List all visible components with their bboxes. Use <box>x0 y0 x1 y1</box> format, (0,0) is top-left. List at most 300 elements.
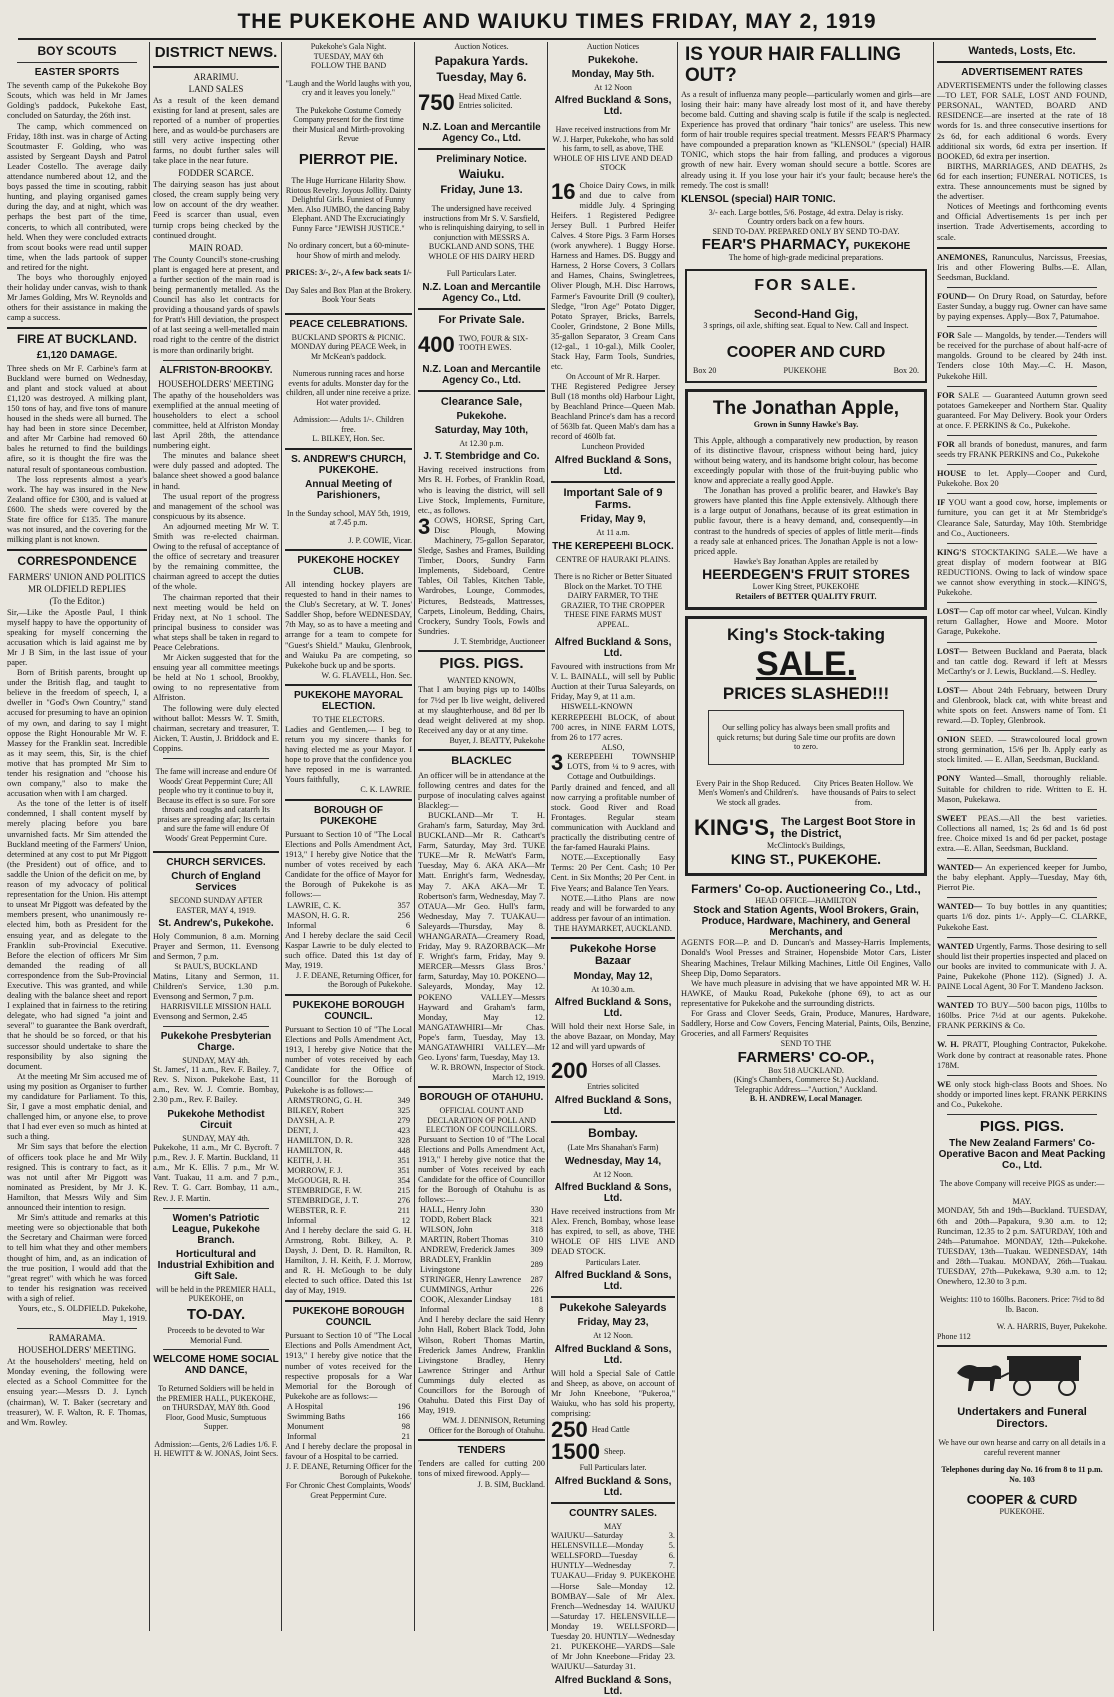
letter-paragraph: At the meeting Mr Sim accused me of using my position as Organiser to further my candidature for Parliament. To this, Sir, I gave a most emphatic denial, and challenged him, or anyone else, to prove that I had ever even so much as hinted at such a thing. <box>7 1071 147 1142</box>
tenders-heading: TENDERS <box>457 1445 506 1457</box>
vote-row <box>285 1096 412 1106</box>
harrisville-heading: HARRISVILLE MISSION HALL <box>160 1002 272 1012</box>
pierrot-details: No ordinary concert, but a 60-minute-hour Show of mirth and melody. <box>287 241 410 260</box>
buckland-heading: Alfred Buckland & Sons, Ltd. <box>554 1343 672 1366</box>
waiuku-heading: Waiuku. <box>458 166 505 181</box>
candidate-name: STEMBRIDGE, J. T. <box>287 1195 359 1205</box>
classified-ad <box>937 735 1107 765</box>
divider <box>947 858 1097 859</box>
vote-count: 357 <box>397 900 410 910</box>
nz-farmers-heading: The New Zealand Farmers' Co-Operative Bacon and Meat Packing Co., Ltd. <box>938 1138 1106 1172</box>
buckland-heading: Alfred Buckland & Sons, Ltd. <box>554 997 672 1020</box>
divider <box>947 386 1097 387</box>
divider <box>418 749 545 751</box>
classified-text: About 24th February, between Drury and Glenbrook, black cat, with white breast and white spots on feet. Answers name of Tom. £1 reward.—D. Topley, Glenbrook. <box>937 685 1107 726</box>
householders-heading: HOUSEHOLDERS' MEETING <box>158 378 274 389</box>
pukekohe-heading: Pukekohe. <box>587 54 639 66</box>
bombay-sub: (Late Mrs Shanahan's Farm) <box>567 1143 659 1153</box>
mayoral-letter: Ladies and Gentlemen,— I beg to return you my sincere thanks for having elected me as your Mayor. I hope to prove that the confidence you have reposed in me is warranted. Yours faithfully, <box>285 724 412 785</box>
vicar-signature: J. P. COWIE, Vicar. <box>348 535 412 545</box>
classified-ad <box>937 440 1107 460</box>
scouts-paragraph: The camp, which commenced on Friday, 18th inst. was in charge of Acting Scoutmaster F. Golding, who was assisted by Sergeant Daysh and Patrol Leader Costello. The average daily attendance numbered about 12, and the boys passed the time in scouting, rabbit hunting, and playing organised games during the day, and at night, which was perhaps the best part of the time, concerts, to which all contributed, were held. When they were concluded extracts from scout books were read until supper time, when the lads partook of supper and retired for the night. <box>7 121 147 272</box>
classified-ad <box>937 498 1107 538</box>
vote-count: 276 <box>397 1195 410 1205</box>
divider <box>551 481 675 483</box>
district-news-heading: DISTRICT NEWS. <box>154 44 278 61</box>
candidate-name: DAYSH, A. P. <box>287 1115 335 1125</box>
saleyards-heading: Pukekohe Saleyards <box>559 1302 667 1314</box>
divider <box>551 1296 675 1298</box>
divider <box>947 809 1097 810</box>
divider <box>947 897 1097 898</box>
service-times: Matins, Litany and Sermon, 11. Children's Service, 1.30 p.m. Evensong and Sermon, 7 p.m. <box>153 971 279 1001</box>
vote-count: 181 <box>530 1295 543 1305</box>
pierrot-prices: PRICES: 3/-, 2/-, A few back seats 1/- <box>285 268 412 277</box>
candidate-name: HALL, Henry John <box>420 1205 486 1215</box>
jonathan-apple-ad <box>685 389 927 610</box>
classified-text: Ranunculus, Narcissus, Freesias, Iris and other Flowering Bulbs.—E. Allan, Seedsman, Buckland. <box>937 252 1107 282</box>
vote-count: 349 <box>397 1095 410 1105</box>
letter-paragraph: Born of British parents, brought up under the British flag, and taught to believe in the freedom of speech, I, a dweller in "God's Own Country," stand accused for presuming to have an opinion of my own, and daring to say I might oppose the Right Honourable Mr W. F. Massey for the Franklin seat. Incredible as it may seem, this, Sir, is the chief motive that has prompted Mr Sim to tender his resignation and "choose his own company," also to make the accusation when with I am charged. <box>7 668 148 799</box>
otahuhu-subheading: OFFICIAL COUNT AND DECLARATION OF POLL AND ELECTION OF COUNCILLORS. <box>425 1106 538 1135</box>
vote-count: 8 <box>538 1305 543 1315</box>
vote-count: 448 <box>397 1145 410 1155</box>
haymarket: THE HAYMARKET, AUCKLAND. <box>554 923 672 933</box>
candidate-name: BRADLEY, Franklin Livingstone <box>420 1255 492 1275</box>
classified-lead: FOR <box>937 331 955 341</box>
nz-loan-heading: N.Z. Loan and Mercantile Agency Co., Ltd. <box>422 121 541 144</box>
pigs-heading: PIGS. PIGS. <box>979 1117 1065 1135</box>
bazaar-number: 200 <box>551 1058 588 1084</box>
today-heading: TO-DAY. <box>186 1305 246 1323</box>
buckland-heading: Alfred Buckland & Sons, Ltd. <box>554 1094 672 1117</box>
classified-text: PRATT, Ploughing Contractor, Pukekohe. Work done by contract at reasonable rates. Phone 178M. <box>937 1040 1108 1070</box>
fears-name: FEAR'S PHARMACY, <box>701 236 850 254</box>
wanteds-heading: Wanteds, Losts, Etc. <box>968 45 1076 57</box>
ramarama-heading: RAMARAMA. <box>48 1333 106 1344</box>
council-declaration: And I hereby declare the said G. H. Armstrong, Robt. Bilkey, A. P. Daysh, J. Dent, D. R. Hamilton, R. Hamilton, J. H. Keith, F. J. Morrow, and R. H. McGough to be duly elected to such office. Dated this 1st day of May, 1919. <box>285 1225 412 1296</box>
divider <box>418 650 545 652</box>
saleyards-details: Will hold a Special Sale of Cattle and Sheep, as above, on account of Mr John Kneebone, "Pukeroa," Waiuku, who has sold his property, comprising: <box>551 1368 675 1418</box>
vote-row <box>285 1422 412 1432</box>
peppermint-footer: For Chronic Chest Complaints, Woods' Great Peppermint Cure. <box>285 1481 412 1500</box>
classified-ad <box>937 391 1107 431</box>
gig-details: 3 springs, oil axle, shifting seat. Equal to New. Call and Inspect. <box>703 320 909 330</box>
kings-name: KING'S, <box>694 815 776 841</box>
vote-row <box>285 911 412 921</box>
telegraphic-address: Telegraphic Address—"Auction," Auckland. <box>734 1084 878 1094</box>
church-england-heading: Church of England Services <box>171 871 261 894</box>
candidate-name: Monument <box>287 1421 324 1431</box>
farmers-agents: AGENTS FOR—P. and D. Duncan's and Massey-Harris Implements, Donald's Wool Presses and Strainer, Hopensbide Motor Cars, Lister Shearing Machines, Trelaur Milking Machines, Little Oil Engines, Vallo Sheep Dip, Domo Separators. <box>681 938 931 978</box>
hearse-icon <box>947 1351 1097 1397</box>
pierrot-details: The Huge Hurricane Hilarity Show. Riotous Revelry. Joyous Jollity. Dainty Delightful Girls. Funniest of Funny Men. Also JUMBO, the dancing Baby Elephant. AND The Excruciatingly Funny Farce "JEWISH JUSTICE." <box>285 176 412 233</box>
ramarama-paragraph: At the householders' meeting, held on Monday evening, the following were elected as a School Committee for the ensuing year:—Messrs D. J. Lynch (chairman), W. T. Baker (secretary and treasurer), W. F. Walton, R. F. Thomas, and Wm. Rowley. <box>7 1357 147 1427</box>
divider <box>285 994 412 996</box>
divider <box>7 549 147 551</box>
vote-count: 423 <box>397 1125 410 1135</box>
cooper-town: PUKEKOHE <box>783 366 827 376</box>
candidate-name: STEMBRIDGE, F. W. <box>287 1185 362 1195</box>
peace-heading: PEACE CELEBRATIONS. <box>289 318 408 330</box>
auction-notices-heading: Auction Notices. <box>454 42 509 51</box>
box-number: Box 20 <box>693 366 717 376</box>
vote-row <box>285 1186 412 1196</box>
classified-lead: WANTED <box>937 941 974 951</box>
kings-left: Every Pair in the Shop Reduced. Men's Women's and Children's. We stock all grades. <box>696 778 801 807</box>
divider <box>947 602 1097 603</box>
vote-count: 256 <box>397 910 410 920</box>
auction-notices-heading: Auction Notices <box>586 42 640 51</box>
vote-count: 309 <box>530 1245 543 1255</box>
classified-lead: HOUSE <box>937 469 967 479</box>
heerdegen-address: Lower King Street, PUKEKOHE <box>752 582 860 592</box>
buckland-heading: Alfred Buckland & Sons, Ltd. <box>554 637 672 660</box>
classified-text: Sale — Mangolds, by tender.—Tenders will be received for the purchase of about half-acre of mangolds. Ground to be cleared by 24th inst. Tenders close 10th May.—C. H. Mason, Pukekohe Hill. <box>937 331 1107 381</box>
classified-lead: IF <box>937 498 946 508</box>
candidate-name: BILKEY, Robert <box>287 1105 344 1115</box>
classified-ad <box>937 1001 1107 1031</box>
vote-count: 351 <box>397 1165 410 1175</box>
fire-paragraph: The loss represents almost a year's work. The hay was insured in the New Zealand office for £300, and is valued at £600. The sheds were covered by the State fire office for £135. The manure was not insured, and the covering for the milking plant is not known. <box>7 474 147 545</box>
exhibition-note: Proceeds to be devoted to War Memorial Fund. <box>167 1326 265 1345</box>
ararimu-heading: ARARIMU. <box>193 71 239 82</box>
divider <box>551 1502 675 1504</box>
classified-ad <box>937 774 1107 804</box>
vote-row <box>418 1305 545 1315</box>
divider <box>947 642 1097 643</box>
council-votes-table <box>285 1096 412 1226</box>
column-3 <box>282 42 415 1631</box>
classified-lead: LOST— <box>937 646 968 656</box>
classifieds-list <box>937 253 1107 1115</box>
farmers-appointment: We have much pleasure in advising that we have appointed MR W. H. HAWKE, of Mauku Road, Pukekohe (phone 69), to act as our representative for Pukekohe and the surrounding districts. <box>681 978 931 1008</box>
papakura-number: 750 <box>418 89 455 115</box>
classified-lead: SWEET <box>937 813 967 823</box>
classified-ad <box>937 331 1107 381</box>
country-sales-list: WAIUKU—Saturday 3. HELENSVILLE—Monday 5. WELLSFORD—Tuesday 6. HUNTLY—Wednesday 7. TUAKAU—Friday 9. PUKEKOHE—Horse Sale—Monday 12. BOMBAY—Sale of Mr Alex. French—Wednesday 14. WAIUKU—Saturday 17. HELENSVILLE—Monday 19. WELLSFORD—Tuesday 20. HUNTLY—Wednesday 21. PUKEKOHE—YARDS—Sale of Mr John Kneebone—Friday 23. WAIUKU—Saturday 31. <box>551 1531 675 1672</box>
king-street: KING ST., PUKEKOHE. <box>730 850 882 867</box>
classified-lead: WANTED— <box>937 902 983 912</box>
nz-loan-heading: N.Z. Loan and Mercantile Agency Co., Ltd. <box>422 363 541 386</box>
mayor-votes-table <box>285 901 412 931</box>
borough-notice: Pursuant to Section 10 of "The Local Elections and Polls Amendment Act, 1913," I hereby give Notice that the number of votes received by each Candidate for the office of Mayor for the Borough of Pukekohe is as follows:— <box>285 829 412 900</box>
kerepeehi-terms: NOTE.—Exceptionally Easy Terms: 20 Per Cent. Cash; 10 Per Cent. in Six Months; 20 Per Cent. in Five Years; and Balance Ten Years. <box>551 853 675 893</box>
pigs-details: That I am buying pigs up to 140lbs for 7½d per lb live weight, delivered at my slaughterhouse, and 8d per lb dead weight delivered at my shop. Received any day or at any time. <box>418 685 545 735</box>
harper-account: On Account of Mr R. Harper. <box>566 372 660 382</box>
candidate-name: LAWRIE, C. K. <box>287 900 341 910</box>
candidate-name: A Hospital <box>287 1401 324 1411</box>
country-sales-heading: COUNTRY SALES. <box>569 1507 657 1519</box>
mayoral-to: TO THE ELECTORS. <box>312 715 385 725</box>
peace-subheading: BUCKLAND SPORTS & PICNIC. <box>291 332 406 342</box>
classified-ad <box>937 1080 1107 1110</box>
vote-count: 321 <box>530 1215 543 1225</box>
buckland-heading: Alfred Buckland & Sons, Ltd. <box>554 1475 672 1498</box>
hair-paragraph: As a result of influenza many people—particularly women and girls—are losing their hair: many have already lost most of it, and have thereby become bald. Cutting and shaving scalp is futile if the scalp is neglected. Experience has proved that ordinary "hair tonics" are useless. This new form of hair trouble requires special treatment. Messrs FEAR'S Pharmacy have compounded a preparation known as "KLENSOL" (special) HAIR TONIC, which stops the hair from falling, and produces a vigorous growth of new hair. Every woman should secure a bottle. Scores are already using it. If you lose your hair it's your fault; because here's the remedy. The cost is small! <box>681 89 931 190</box>
service-times: Evensong and Sermon, 2.45 <box>153 1011 248 1021</box>
gala-date: TUESDAY, MAY 6th <box>313 51 384 61</box>
fire-heading: FIRE AT BUCKLAND. <box>17 332 137 347</box>
local-manager: B. H. ANDREW, Local Manager. <box>749 1094 863 1104</box>
divider <box>937 61 1107 63</box>
classified-lead: FOR <box>937 440 955 449</box>
vote-row <box>285 1166 412 1176</box>
vote-row <box>418 1285 545 1295</box>
divider <box>285 799 412 801</box>
divider <box>163 1208 269 1209</box>
important-sale-heading: Important Sale of 9 Farms. <box>563 486 663 511</box>
vote-row <box>285 1146 412 1156</box>
candidate-name: Informal <box>287 920 317 930</box>
presbyterian-heading: Pukekohe Presbyterian Charge. <box>160 1030 272 1053</box>
classified-lead: FOUND— <box>937 291 976 301</box>
classified-lead: ANEMONES, <box>937 252 988 262</box>
cattle-label: Head Cattle <box>591 1425 630 1435</box>
vote-count: 328 <box>397 1135 410 1145</box>
klensol-heading: KLENSOL (special) HAIR TONIC. <box>681 193 836 205</box>
vote-count: 215 <box>397 1185 410 1195</box>
vote-row <box>418 1215 545 1225</box>
land-sales-heading: LAND SALES <box>188 83 244 94</box>
vote-row <box>285 1106 412 1116</box>
fire-damage-heading: £1,120 DAMAGE. <box>36 349 118 361</box>
candidate-name: HAMILTON, R. <box>287 1145 343 1155</box>
peppermint-ad: The fame will increase and endure Of Woods' Great Peppermint Cure; All people who try it continue to buy it, Because its effect is so sure. For sore throats and coughs and catarrh Its praises are spreading afar; Its certain and sure the fame will endure Of Woods' Great Peppermint Cure. <box>155 767 277 843</box>
gala-follow: FOLLOW THE BAND <box>310 61 387 70</box>
pigs-heading: PIGS. PIGS. <box>439 655 524 673</box>
divider <box>418 148 545 150</box>
nz-weights: Weights: 110 to 160lbs. Baconers. Price: 7½d to 8d lb. Bacon. <box>939 1295 1105 1314</box>
waiuku-details: The undersigned have received instructions from Mr S. V. Sarsfield, who is relinquishing dairying, to sell in conjunction with MESSRS A. BUCKLAND AND SONS, THE WHOLE OF HIS DAIRY HERD <box>418 204 545 261</box>
divider <box>551 937 675 939</box>
ramarama-subheading: HOUSEHOLDERS' MEETING. <box>17 1345 137 1356</box>
monday-date: Monday, May 5th. <box>571 68 655 80</box>
news-paragraph: An adjourned meeting Mr W. T. Smith was re-elected chairman. Owing to the refusal of acceptance of the office of secretary and treasurer by the remaining committee, the chairman agreed to accept the duties of the whole. <box>153 521 279 592</box>
nz-buyer: W. A. HARRIS, Buyer, Pukekohe. <box>996 1322 1107 1332</box>
divider <box>947 543 1097 544</box>
candidate-name: Informal <box>287 1431 317 1441</box>
cooper-town: PUKEKOHE. <box>999 1507 1045 1517</box>
vote-row <box>418 1255 545 1275</box>
send-today: SEND TO-DAY. PREPARED ONLY BY SEND TO-DAY. <box>712 226 900 236</box>
vote-count: 325 <box>397 1105 410 1115</box>
kerepeehi-sub: CENTRE OF HAURAKI PLAINS. <box>555 554 671 564</box>
farmers-box: Box 518 AUCKLAND. <box>768 1065 844 1075</box>
farmers-coop-big: FARMERS' CO-OP., <box>737 1048 875 1066</box>
divider <box>937 1345 1107 1347</box>
vote-row <box>285 1116 412 1126</box>
fears-pharmacy <box>681 236 931 253</box>
letter-paragraph: Mr Sim's attitude and remarks at this meeting were so objectionable that both the Secretary and Chairman were forced to tell him what they and other members thought of him, and, as an indication of the true position, I would add that the "great regret" with which he was forced to tender his resignation was received with a sigh of relief. <box>7 1213 147 1303</box>
mcclintock: McClintock's Buildings, <box>767 841 845 851</box>
kings-policy-box <box>708 710 904 765</box>
candidate-name: ARMSTRONG, G. H. <box>287 1095 363 1105</box>
bombay-heading: Bombay. <box>588 1125 638 1140</box>
news-paragraph: The following were duly elected without ballot: Messrs W. T. Smith, chairman, secretary and treasurer, T. Aicken, T. Austin, J. Briddock and E. Coppins. <box>153 703 279 753</box>
nz-schedule: MONDAY, 5th and 19th—Buckland. TUESDAY, 6th and 20th—Papakura, 9.30 a.m. to 12; Runciman, 12.35 to 2 p.m. SATURDAY, 10th and 24th—Patumahoe. MONDAY, 12th—Pukekohe. TUESDAY, 13th—Tuakau. WEDNESDAY, 14th and 28th—Tuakau. MONDAY, 26th—Tuakau. TUESDAY, 27th—Pukekawa, 9.30 a.m. to 12; Onewhero, 12.30 to 3 p.m. <box>937 1206 1107 1287</box>
klensol-price: 3/- each. Large bottles, 5/6. Postage, 4d extra. Delay is risky. <box>708 207 904 217</box>
blacklec-heading: BLACKLEC <box>451 755 512 768</box>
divider <box>947 287 1097 288</box>
heerdegen-tagline: Retailers of BETTER QUALITY FRUIT. <box>735 591 877 601</box>
bazaar-time: At 10.30 a.m. <box>591 984 635 994</box>
vote-count: 226 <box>530 1285 543 1295</box>
private-sale-number: 400 <box>418 331 455 357</box>
heerdegen-heading: HEERDEGEN'S FRUIT STORES <box>702 566 910 583</box>
divider <box>17 1328 137 1329</box>
divider <box>418 1086 545 1088</box>
vote-count: 354 <box>397 1175 410 1185</box>
buckland-heading: Alfred Buckland & Sons, Ltd. <box>554 1675 672 1697</box>
candidate-name: ANDREW, Frederick James <box>420 1245 515 1255</box>
divider <box>153 851 279 853</box>
news-paragraph: The chairman reported that their next meeting would be held on Friday next, at No 1 school. The principal business to consider was what steps shall be taken in regard to Peace Celebrations. <box>153 592 279 652</box>
service-times: Pukekohe, 11 a.m., Mr C. Bycroft. 7 p.m., Rev. J. F. Martin. Buckland, 11 a.m., Mr K. Ellis. 7 p.m., Mr W. Vant. Tuakau, 11 a.m. and 7 p.m., Rev. T. G. Carr. Bombay, 11 a.m., Rev. J. F. Martin. <box>153 1143 279 1203</box>
clearance-date: Saturday, May 10th, <box>434 424 529 436</box>
country-may: MAY <box>604 1521 622 1531</box>
peace-admission: Admission:— Adults 1/-. Children free. <box>293 415 404 434</box>
hockey-details: All intending hockey players are requested to hand in their names to the Club's Secretary, at W. T. Jones' Saddler Shop, before WEDNESDAY, 7th May, so as to have a meeting and arrange for a team to compete for "Guest's Shield." Mauku, Glenbrook, and Waiuku Pa are competing, so Pukekohe buck up and be sports. <box>285 580 412 670</box>
candidate-name: COOK, Alexander Lindsay <box>420 1295 512 1305</box>
farmers-head-office: HEAD OFFICE—HAMILTON <box>755 895 857 905</box>
undertakers-details: We have our own hearse and carry on all details in a careful reverent manner <box>938 1438 1106 1457</box>
vote-row <box>418 1235 545 1245</box>
vote-row <box>418 1205 545 1215</box>
st-pauls-heading: St PAUL'S, BUCKLAND <box>174 962 258 972</box>
kings-sale-ad <box>685 616 927 876</box>
borough-declaration: And I hereby declare the said Cecil Kaspar Lawrie to be duly elected to such office. Dated this 1st day of May, 1919. <box>285 930 412 970</box>
letter-paragraph: Sir,—Like the Apostle Paul, I think myself happy to have the opportunity of speaking for myself concerning the accusation which is laid against me by Mr J B Sim, in the last issue of your paper. <box>7 607 147 667</box>
harper-details: Have received instructions from Mr W. J. Harper, Pukekohe, who has sold his farm, to sell, as above, THE WHOLE OF HIS LIVE AND DEAD STOCK <box>552 125 674 172</box>
news-paragraph: The dairying season has just about closed, the cream supply being very low on account of the dry weather. Feed is scarcer than usual, even turnip crops being checked by the continued drought. <box>153 180 279 240</box>
classified-ad <box>937 647 1107 677</box>
klensol-note: Country orders back on a few hours. <box>747 217 865 227</box>
waiuku-date: Friday, June 13. <box>440 184 523 197</box>
classified-lead: PONY <box>937 774 961 784</box>
candidate-name: HAMILTON, D. R. <box>287 1135 353 1145</box>
kerepeehi-plans: NOTE.—Litho Plans are now ready and will be forwarded to any address per favour of an intimation. <box>551 893 675 923</box>
news-paragraph: The minutes and balance sheet were duly passed and adopted. The balance sheet showed a good balance in hand. <box>153 451 279 491</box>
vote-row <box>285 1206 412 1216</box>
peace-details: Numerous running races and horse events for adults. Monster day for the children, all under nine receive a prize. Hot water provided. <box>286 369 411 407</box>
annual-meeting-heading: Annual Meeting of Parishioners, <box>305 478 392 501</box>
nz-may: MAY. <box>1012 1196 1032 1206</box>
easter-sports-heading: EASTER SPORTS <box>34 67 120 79</box>
candidate-name: STRINGER, Henry Lawrence <box>420 1275 522 1285</box>
gala-quote: "Laugh and the World laughs with you, cry and it leaves you lonely." <box>285 78 412 97</box>
bazaar-date: Monday, May 12, <box>573 970 653 982</box>
classified-ad <box>937 1040 1107 1070</box>
candidate-name: Swimming Baths <box>287 1411 345 1421</box>
annual-meeting-details: In the Sunday school, MAY 5th, 1919, at 7.45 p.m. <box>286 508 411 527</box>
township-number: 3 <box>551 750 564 776</box>
masthead: THE PUKEKOHE AND WAIUKU TIMES FRIDAY, MAY 2, 1919 <box>237 10 877 33</box>
vote-count: 21 <box>401 1431 410 1441</box>
for-sale-ad <box>685 269 927 384</box>
divider <box>285 448 412 450</box>
preliminary-notice: Preliminary Notice. <box>436 153 527 165</box>
hockey-signature: W. G. FLAVELL, Hon. Sec. <box>321 670 412 680</box>
classified-text: YOU want a good cow, horse, implements or furniture, you can get it at Mr Stembridge's Clearance Sale, Saturday, May 10th. Stembridge and Co., Auctioneers. <box>937 498 1107 538</box>
divider <box>418 1439 545 1441</box>
borough-heading: BOROUGH OF PUKEKOHE <box>314 804 383 827</box>
returning-officer: J. F. DEANE, Returning Officer for the Borough of Pukekohe. <box>285 1462 412 1481</box>
stembridge-list: COWS, HORSE, Spring Cart, Disc Plough, Mowing Machinery, 75-gallon Separator, Sledge, Sashes and Frames, Building Timber, Doors, Sundry Farm Implements, Sideboard, Centre Tables, Oil Tables, Kitchen Table, Wardrobes, Lounge, Commodes, Pictures, Bedsteads, Mattresses, Carpets, Linoleum, Bedding, Chairs, Crockery, Sundry Tools, Fowls and Sundries. <box>418 515 545 636</box>
buckland-heading: Alfred Buckland & Sons, Ltd. <box>554 1270 672 1292</box>
welcome-home-heading: WELCOME HOME SOCIAL AND DANCE, <box>153 1354 279 1377</box>
stembridge-details: Having received instructions from Mrs R. H. Forbes, of Franklin Road, who is leaving the district, will sell Live Stock, Implements, Furniture, etc., as follows. <box>418 465 545 515</box>
clearance-place: Pukekohe. <box>456 410 507 422</box>
rates-heading: ADVERTISEMENT RATES <box>961 67 1083 79</box>
church-date: SECOND SUNDAY AFTER EASTER, MAY 4, 1919. <box>169 896 263 915</box>
vote-count: 310 <box>530 1235 543 1245</box>
divider <box>7 327 147 329</box>
divider <box>285 549 412 551</box>
vote-row <box>285 1216 412 1226</box>
vote-count: 287 <box>530 1275 543 1285</box>
kings-chambers: (King's Chambers, Commerce St.) Auckland. <box>733 1075 879 1085</box>
stembridge-heading: J. T. Stembridge and Co. <box>423 451 540 463</box>
candidate-name: Informal <box>420 1305 450 1315</box>
divider <box>947 1114 1097 1115</box>
news-paragraph: As a result of the keen demand existing for land at present, sales are reported of a number of properties here, and as would-be purchasers are still very active inspecting other farms, no doubt further sales will take place in the near future. <box>153 95 279 166</box>
divider <box>285 313 412 315</box>
luncheon: Luncheon Provided <box>581 442 645 452</box>
divider <box>285 684 412 686</box>
kerepeehi-details: There is no Richer or Better Situated Block on the Market. TO THE DAIRY FARMER, TO THE GRAZIER, TO THE CROPPER THESE FINE FARMS MUST APPEAL. <box>554 572 672 629</box>
kings-largest: The Largest Boot Store in the District, <box>781 816 916 841</box>
returning-officer: J. F. DEANE, Returning Officer, for the Borough of Pukekohe. <box>296 970 412 990</box>
blacklec-signature: W. R. BROWN, Inspector of Stock. March 12, 1919. <box>430 1063 545 1082</box>
vote-count: 196 <box>397 1401 410 1411</box>
news-paragraph: The usual report of the progress and management of the school was conspicuous by its absence. <box>153 491 279 521</box>
sale-heading: SALE. <box>755 645 857 684</box>
classified-text: to let. Apply—Cooper and Curd, Pukekohe. Box 20 <box>937 469 1108 489</box>
jonathan-paragraph: The Jonathan has proved a prolific bearer, and Hawke's Bay growers have planted this fine Apple extensively. Although there is a large output of Jonathans, because of its great estimation in public favour, there is a heavy demand, and, consequently—in contrast to the hundreds of species of apples of little merit—finds a ready sale at enhanced prices. The Jonathan Apple is not a low-priced apple. <box>694 486 918 556</box>
rates-paragraph: ADVERTISEMENTS under the following classes—TO LET, FOR SALE, LOST AND FOUND, PERSONAL, WANTED, BOARD AND RESIDENCE—are inserted at the rate of 18 words for 1s. and three consecutive insertions for 2s 6d, for each additional 6 words. Every additional six words, 6d extra per insertion. If BOOKED, 6d extra per insertion. <box>937 81 1107 161</box>
pierrot-booking: Day Sales and Box Plan at the Brokery. Book Your Seats <box>285 285 412 304</box>
bazaar-horses: Horses of all Classes. <box>591 1060 661 1070</box>
kerepeehi-block: HISWELL-KNOWN KERREPEEHI BLOCK, of about 700 acres, in NINE FARM LOTS, from 26 to 177 acres. <box>551 702 675 742</box>
classified-text: all brands of bonedust, manures, and farm seeds try FRANK PERKINS and Co., Pukekohe <box>937 440 1107 460</box>
main-road-heading: MAIN ROAD. <box>189 242 243 253</box>
vote-row <box>285 1402 412 1412</box>
divider <box>17 62 137 63</box>
letter-paragraph: As the tone of the letter is of itself condemned, I shall content myself by merely placing before you bare unvarnished facts. Mr Sim attended the Buckland meeting of the Farmers' Union, determined at any cost to put Mr Piggott (the President) out of office, and to saddle the Union of the deficit on me, by reason of my advocacy of political representation for the Union. His attempt to unseat Mr Piggott was defeated by the members present, who unanimously re-elected him, both as President for the ensuing year, and as delegate to the Franklin sub-Provincial Executive. Before the election of officers Mr Sim demanded the reading of all correspondence from the Sub-Provincial Executive. This was granted, and while dealing with the balance sheet and report I explained that in fairness to the retiring delegate, who had signed "a joint and several" to guarantee the Bank overdraft, that he should be so forced, or that his successor should undertake to share the responsibility by also signing the document. <box>7 799 147 1071</box>
tenders-signature: J. B. SIM, Buckland. <box>477 1479 545 1489</box>
classified-ad <box>937 942 1107 992</box>
pigs-wanted: WANTED KNOWN, <box>447 675 516 685</box>
saleyards-time: At 12 Noon. <box>593 1331 633 1341</box>
candidate-name: Informal <box>287 1215 317 1225</box>
news-paragraph: Mr Aicken suggested that for the ensuing year all committee meetings be held at No 1 school, Brookby, owing to no representative from Alfriston. <box>153 653 279 703</box>
service-times: St. James', 11 a.m., Rev. F. Bailey. 7, Rev. S. Nixon. Pukekohe East, 11 a.m., Rev. W. J. Comrie. Bombay, 2.30 p.m., Rev. F. Bailey. <box>153 1065 279 1105</box>
column-7 <box>934 42 1110 1631</box>
otahuhu-declaration: And I hereby declare the said Henry John Hall, Robert Black Todd, John Wilson, Robert Thomas Martin, Frederick James Andrew, Franklin Livingstone Bradley, Henry Lawrence Stringer and Arthur Cummings duly elected as Councillors for the Borough of Otahuhu. Dated this First Day of May, 1919. <box>418 1315 545 1416</box>
welcome-details: To Returned Soldiers will be held in the PREMIER HALL, PUKEKOHE, on THURSDAY, MAY 8th. Good Floor, Good Music, Sumptuous Supper. <box>156 1384 276 1432</box>
letter-signature: Yours, etc., S. OLDFIELD. Pukekohe, May 1, 1919. <box>18 1303 147 1324</box>
column-5 <box>548 42 678 1697</box>
gala-intro: The Pukekohe Costume Comedy Company present for the first time their Musical and Mirth-provoking Revue <box>292 105 405 143</box>
methodist-date: SUNDAY, MAY 4th. <box>182 1133 250 1143</box>
tenders-details: Tenders are called for cutting 200 tons of mixed firewood. Apply— <box>418 1459 545 1479</box>
council-notice: Pursuant to Section 10 of "The Local Elections and Polls Amendment Act, 1913, I hereby give Notice that the number of votes received by each Candidate for the Office of Councillor for the Borough of Pukekohe is as follows:— <box>285 1024 412 1095</box>
divider <box>937 247 1107 249</box>
otahuhu-notice: Pursuant to Section 10 of "The Local Elections and Polls Amendment Act, 1913," I hereby give notice that the number of Votes received by each Candidate for the office of Councillor for the Borough of Otahuhu is as follows:— <box>418 1134 545 1205</box>
buckland-heading: Alfred Buckland & Sons, Ltd. <box>554 1182 672 1205</box>
jonathan-retailed: Hawke's Bay Jonathan Apples are retailed by <box>733 556 879 566</box>
